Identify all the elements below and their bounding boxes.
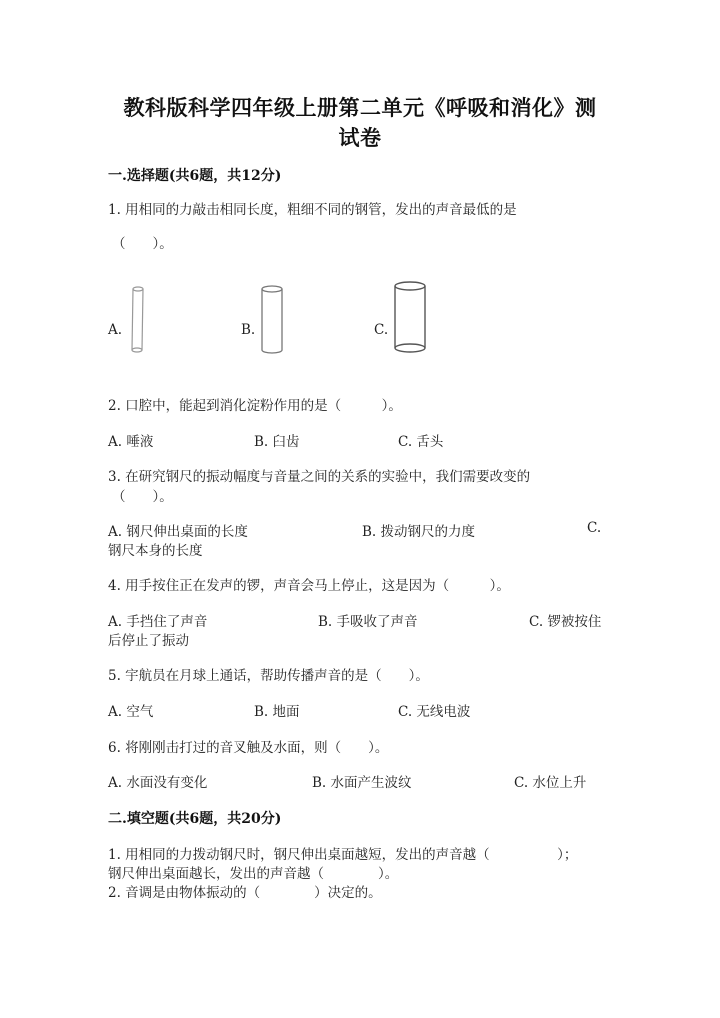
q4-option-b: B. 手吸收了声音 <box>318 614 418 630</box>
page-title-line1: 教科版科学四年级上册第二单元《呼吸和消化》测 <box>123 95 597 120</box>
section-heading-fill: 二.填空题(共6题，共20分) <box>108 811 282 827</box>
q6-option-b: B. 水面产生波纹 <box>312 775 412 791</box>
q4-option-c-text: 后停止了振动 <box>108 633 189 649</box>
q3-option-b: B. 拨动钢尺的力度 <box>362 524 476 540</box>
thick-tube-icon <box>390 278 432 358</box>
q3-option-c: C. <box>587 520 602 536</box>
question-3-text: 3. 在研究钢尺的振动幅度与音量之间的关系的实验中，我们需要改变的 <box>108 469 531 485</box>
question-4-text: 4. 用手按住正在发声的锣，声音会马上停止，这是因为（ ）。 <box>108 578 510 594</box>
q5-option-b: B. 地面 <box>254 704 300 720</box>
q1-option-a-label: A. <box>108 322 123 338</box>
q2-option-c: C. 舌头 <box>398 434 444 450</box>
fill-1-line1: 1. 用相同的力拨动钢尺时，钢尺伸出桌面越短，发出的声音越（ ）； <box>108 847 578 863</box>
q4-option-c: C. 锣被按住 <box>529 614 602 630</box>
q3-option-a: A. 钢尺伸出桌面的长度 <box>108 524 248 540</box>
fill-1-line2: 钢尺伸出桌面越长，发出的声音越（ ）。 <box>108 866 399 882</box>
fill-2-text: 2. 音调是由物体振动的（ ）决定的。 <box>108 885 382 901</box>
q6-option-c: C. 水位上升 <box>514 775 587 791</box>
q1-option-b-label: B. <box>241 322 256 338</box>
question-6-text: 6. 将刚刚击打过的音叉触及水面，则（ ）。 <box>108 740 389 756</box>
page-title-line2: 试卷 <box>338 125 382 150</box>
question-1-text: 1. 用相同的力敲击相同长度，粗细不同的钢管，发出的声音最低的是 <box>108 202 517 218</box>
question-3-blank: （ ）。 <box>112 489 173 505</box>
q5-option-c: C. 无线电波 <box>398 704 471 720</box>
q3-option-c-text: 钢尺本身的长度 <box>108 543 203 559</box>
question-1-blank: （ ）。 <box>112 236 173 252</box>
medium-tube-icon <box>257 282 289 358</box>
q1-option-c-label: C. <box>374 322 389 338</box>
question-2-text: 2. 口腔中，能起到消化淀粉作用的是（ ）。 <box>108 398 402 414</box>
q5-option-a: A. 空气 <box>108 704 154 720</box>
question-5-text: 5. 宇航员在月球上通话，帮助传播声音的是（ ）。 <box>108 668 429 684</box>
q2-option-a: A. 唾液 <box>108 434 154 450</box>
q6-option-a: A. 水面没有变化 <box>108 775 208 791</box>
section-heading-choice: 一.选择题(共6题，共12分) <box>108 168 282 184</box>
q4-option-a: A. 手挡住了声音 <box>108 614 208 630</box>
thin-tube-icon <box>126 282 152 358</box>
q2-option-b: B. 臼齿 <box>254 434 300 450</box>
